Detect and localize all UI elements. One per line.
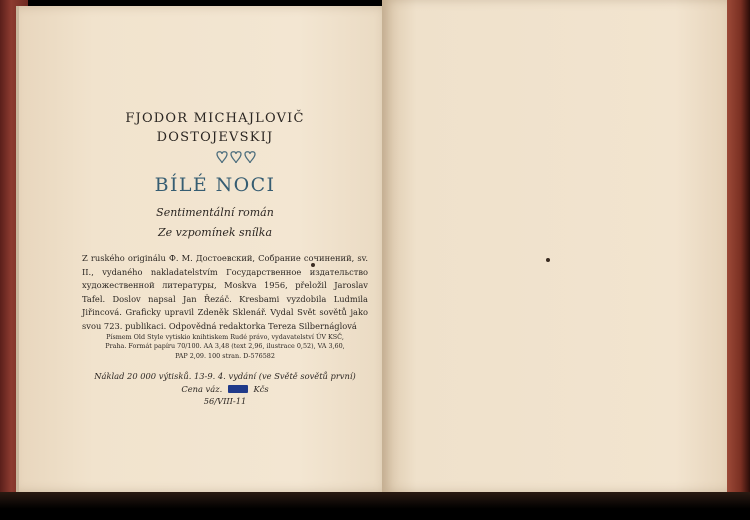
author-line-2: DOSTOJEVSKIJ xyxy=(156,130,274,145)
price-line xyxy=(82,383,368,396)
imprint-line: PAP 2,09. 100 stran. D-576582 xyxy=(175,351,275,360)
book-title: BÍLÉ NOCI xyxy=(154,174,276,196)
catalog-code: 56/VIII-11 xyxy=(203,396,247,406)
price-prefix: Cena váz. xyxy=(181,383,223,394)
paper-blemish xyxy=(311,263,315,267)
paper-blemish xyxy=(546,258,550,262)
right-page xyxy=(382,0,727,492)
edition-info xyxy=(82,370,368,408)
price-sticker xyxy=(228,385,248,393)
bottom-shadow xyxy=(0,492,750,520)
imprint-line: Písmem Old Style vytiskio knihtiskem Rudé právo, vydavatelství ÚV KSČ, xyxy=(106,333,344,341)
triple-heart-ornament-icon xyxy=(215,150,259,166)
book-cover-edge xyxy=(727,0,750,520)
author-line-1: FJODOR MICHAJLOVIČ xyxy=(125,111,305,126)
book-subtitle: Sentimentální román xyxy=(156,206,274,219)
printing-imprint xyxy=(82,333,368,361)
imprint-line: Praha. Formát papíru 70/100. AA 3,48 (text 2,96, ilustrace 0,52), VA 3,60, xyxy=(105,342,345,351)
price-suffix: Kčs xyxy=(253,383,269,394)
book-subtitle-2: Ze vzpomínek snílka xyxy=(157,226,273,239)
edition-line: Náklad 20 000 výtisků. 13-9. 4. vydání (ve Světě sovětů první) xyxy=(94,371,356,381)
left-page xyxy=(16,6,391,492)
credits-paragraph: Z ruského originálu Ф. М. Достоевский, Собрание сочинений, sv. II., vydaného nakladatelstvím Государственное издательство художественной литературы, Moskva 1956, přeložil Jaroslav Tafel. Doslov napsal Jan Řezáč. Kresbami vyzdobila Ludmila Jiřincová. Graficky upravil Zdeněk Sklenář. Vydal Svět sovětů jako svou 723. publikaci. Odpovědná redaktorka Tereza Silbernáglová xyxy=(82,253,368,331)
